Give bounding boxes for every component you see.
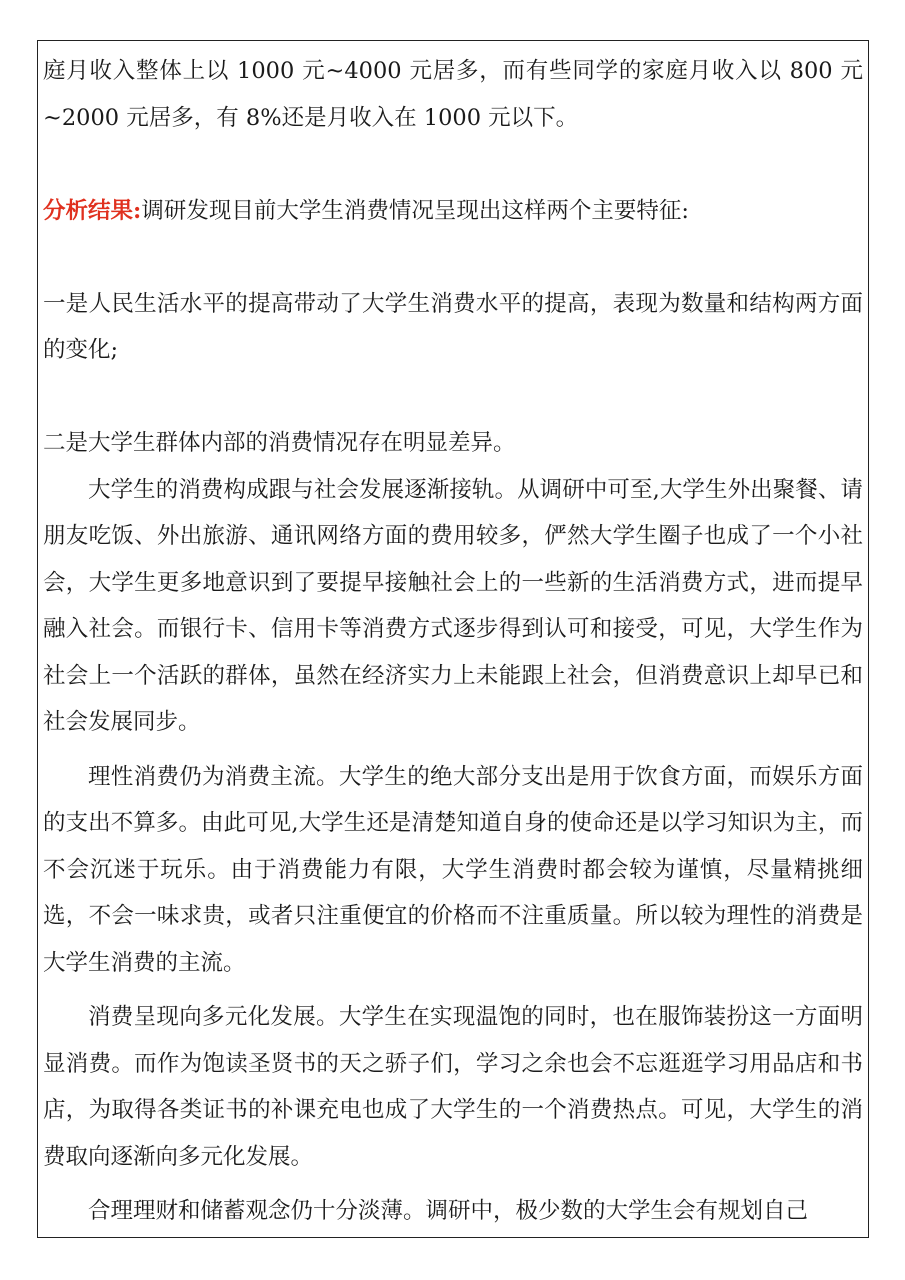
feature-two: 二是大学生群体内部的消费情况存在明显差异。 xyxy=(43,430,516,456)
intro-paragraph: 庭月收入整体上以 1000 元~4000 元居多，而有些同学的家庭月收入以 800 元~2000 元居多，有 8%还是月收入在 1000 元以下。 xyxy=(43,58,863,131)
body-paragraph-4: 合理理财和储蓄观念仍十分淡薄。调研中，极少数的大学生会有规划自己 xyxy=(88,1198,809,1224)
document-body xyxy=(43,48,863,1235)
body-paragraph-1: 大学生的消费构成跟与社会发展逐渐接轨。从调研中可至,大学生外出聚餐、请朋友吃饭、外出旅游、通讯网络方面的费用较多，俨然大学生圈子也成了一个小社会，大学生更多地意识到了要提早接触社会上的一些新的生活消费方式，进而提早融入社会。而银行卡、信用卡等消费方式逐步得到认可和接受，可见，大学生作为社会上一个活跃的群体，虽然在经济实力上未能跟上社会，但消费意识上却早已和社会发展同步。 xyxy=(43,476,863,735)
analysis-label: 分析结果: xyxy=(43,197,142,224)
analysis-text: 调研发现目前大学生消费情况呈现出这样两个主要特征: xyxy=(141,197,689,224)
body-paragraph-2: 理性消费仍为消费主流。大学生的绝大部分支出是用于饮食方面，而娱乐方面的支出不算多。由此可见,大学生还是清楚知道自身的使命还是以学习知识为主，而不会沉迷于玩乐。由于消费能力有限，大学生消费时都会较为谨慎，尽量精挑细选，不会一味求贵，或者只注重便宜的价格而不注重质量。所以较为理性的消费是大学生消费的主流。 xyxy=(43,763,863,976)
body-paragraph-3: 消费呈现向多元化发展。大学生在实现温饱的同时，也在服饰装扮这一方面明显消费。而作为饱读圣贤书的天之骄子们，学习之余也会不忘逛逛学习用品店和书店，为取得各类证书的补课充电也成了大学生的一个消费热点。可见，大学生的消费取向逐渐向多元化发展。 xyxy=(43,1004,863,1170)
analysis-paragraph xyxy=(43,188,863,235)
feature-one: 一是人民生活水平的提高带动了大学生消费水平的提高，表现为数量和结构两方面的变化; xyxy=(43,290,863,363)
